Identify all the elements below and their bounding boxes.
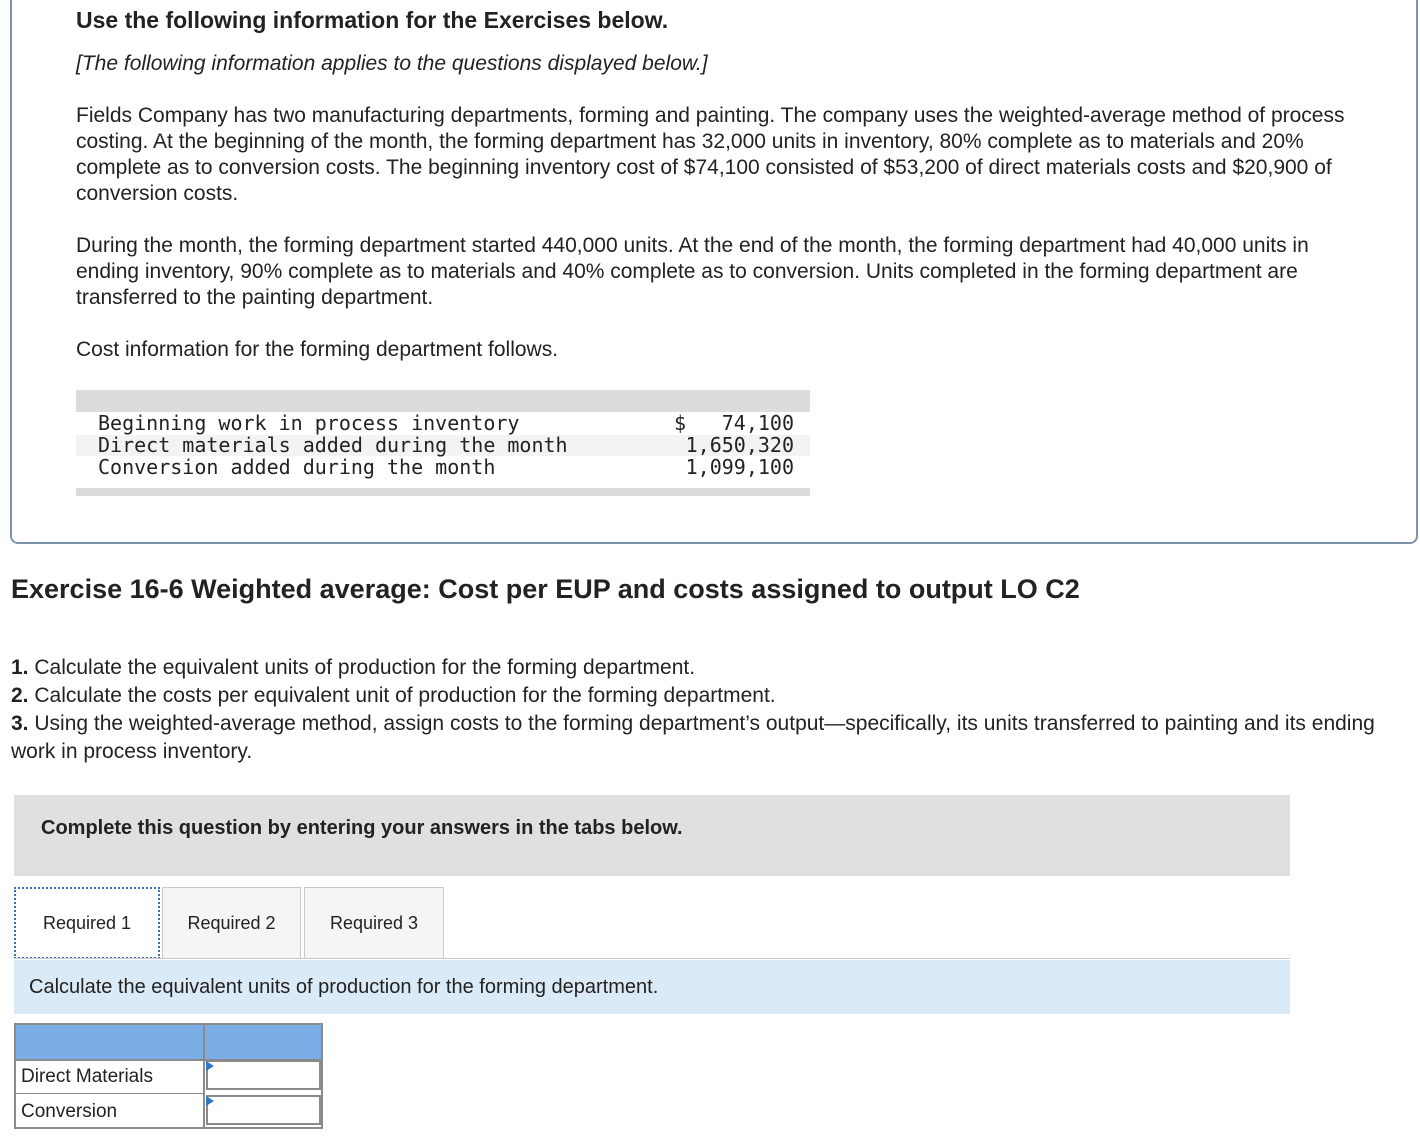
direct-materials-input[interactable]: [206, 1060, 321, 1090]
tab-divider: [14, 958, 1290, 959]
task-item: [11, 710, 1411, 766]
info-paragraph-3: Cost information for the forming department follows.: [76, 338, 559, 361]
cost-table: [76, 390, 810, 496]
task-text: Using the weighted-average method, assign costs to the forming department’s output—specifically, its units transferred to painting and its ending work in process inventory.: [11, 712, 1375, 763]
info-paragraph-1: Fields Company has two manufacturing departments, forming and painting. The company uses the weighted-average method of process costing. At the beginning of the month, the forming department has 32,000 units in inventory, 80% complete as to materials and 20% complete as to conversion costs. The beginning inventory cost of $74,100 consisted of $53,200 of direct materials costs and $20,900 of conversion costs.: [76, 104, 1345, 205]
cost-row-label: Direct materials added during the month: [98, 433, 568, 457]
task-item: [11, 682, 1411, 710]
task-text: Calculate the costs per equivalent unit of production for the forming department.: [34, 684, 776, 707]
cost-row-value: 1,650,320: [685, 433, 794, 457]
info-title: Use the following information for the Exercises below.: [76, 7, 669, 33]
tab-required-1[interactable]: Required 1: [14, 887, 160, 959]
task-number: 3.: [11, 712, 29, 735]
task-text: Calculate the equivalent units of production for the forming department.: [34, 656, 696, 679]
input-flag-icon: [206, 1096, 214, 1106]
instruction-bar: [14, 960, 1290, 1014]
task-number: 2.: [11, 684, 29, 707]
tab-required-3[interactable]: Required 3: [304, 887, 444, 959]
task-list: [11, 654, 1411, 766]
conversion-input[interactable]: [206, 1095, 321, 1125]
answer-row-label-direct-materials: Direct Materials: [21, 1066, 153, 1087]
task-item: [11, 654, 1411, 682]
answer-row-divider: [16, 1093, 203, 1094]
exercise-title: Exercise 16-6 Weighted average: Cost per EUP and costs assigned to output LO C2: [11, 574, 1080, 604]
cost-table-footer-band: [76, 488, 810, 496]
cost-row-value: 1,099,100: [685, 455, 794, 479]
answer-table-header: [16, 1025, 321, 1061]
info-subtitle: [The following information applies to the questions displayed below.]: [76, 52, 708, 75]
complete-prompt-bar: [14, 795, 1290, 876]
cost-table-header-band: [76, 390, 810, 412]
answer-table-column-divider: [203, 1025, 205, 1127]
answer-table: [14, 1023, 323, 1129]
cost-row-label: Conversion added during the month: [98, 455, 496, 479]
answer-row-label-conversion: Conversion: [21, 1101, 118, 1122]
cost-currency-symbol: $: [674, 411, 687, 435]
cost-row-label: Beginning work in process inventory: [98, 411, 520, 435]
tab-required-2[interactable]: Required 2: [162, 887, 301, 959]
input-flag-icon: [206, 1061, 214, 1071]
info-paragraph-2: During the month, the forming department started 440,000 units. At the end of the month, the forming department had 40,000 units in ending inventory, 90% complete as to materials and 40% complete as to conversion. Units completed in the forming department are transferred to the painting department.: [76, 234, 1309, 309]
cost-row-value: 74,100: [721, 411, 794, 435]
instruction-text: Calculate the equivalent units of production for the forming department.: [29, 976, 659, 998]
task-number: 1.: [11, 656, 29, 679]
complete-prompt: Complete this question by entering your answers in the tabs below.: [41, 817, 683, 839]
